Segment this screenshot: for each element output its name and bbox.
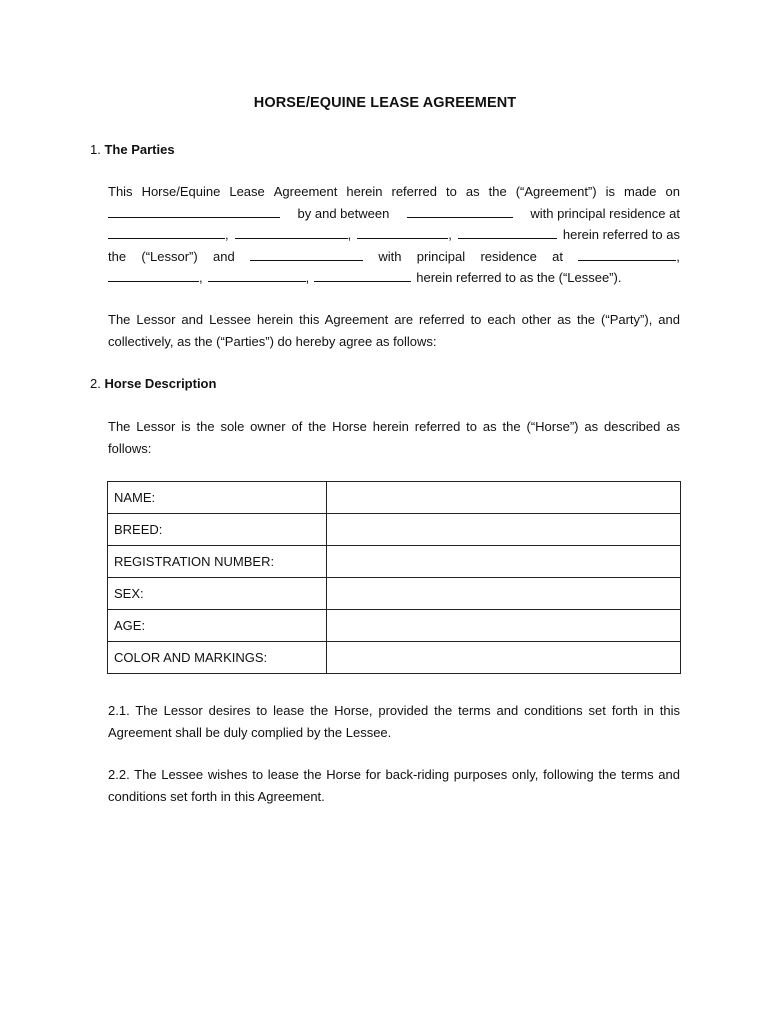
agreement-date-blank[interactable]	[108, 203, 280, 218]
lessor-address-blank-3[interactable]	[357, 224, 448, 239]
parties-line-1: This Horse/Equine Lease Agreement herein referred to as the (“Agreement”) is made on	[108, 184, 680, 199]
section-2-number: 2.	[90, 376, 101, 391]
clause-2-2: 2.2. The Lessee wishes to lease the Horse for back-riding purposes only, following the terms and conditions set forth in this Agreement.	[108, 767, 680, 804]
parties-line-2: by and between with principal residence at	[108, 203, 680, 225]
row-value-field[interactable]	[327, 610, 681, 642]
row-label: NAME:	[108, 482, 327, 514]
parties-definition-paragraph: The Lessor and Lessee herein this Agreement are referred to each other as the (“Party”), and collectively, as the (“Parties”) do hereby agree as follows:	[108, 312, 680, 349]
row-label: COLOR AND MARKINGS:	[108, 642, 327, 674]
lessee-address-blank-1[interactable]	[578, 246, 676, 261]
lessor-address-blank-4[interactable]	[458, 224, 557, 239]
table-row	[108, 514, 681, 546]
row-label: SEX:	[108, 578, 327, 610]
row-value-field[interactable]	[327, 514, 681, 546]
horse-description-table	[107, 481, 681, 674]
document-title: HORSE/EQUINE LEASE AGREEMENT	[253, 95, 517, 111]
table-row	[108, 578, 681, 610]
section-2-title: Horse Description	[104, 376, 217, 391]
row-value-field[interactable]	[327, 546, 681, 578]
lessor-address-blank-1[interactable]	[108, 224, 225, 239]
row-label: BREED:	[108, 514, 327, 546]
horse-description-intro: The Lessor is the sole owner of the Horse herein referred to as the (“Horse”) as described as follows:	[108, 419, 680, 456]
row-label: AGE:	[108, 610, 327, 642]
parties-line-4: the (“Lessor”) and with principal residence at ,	[108, 246, 680, 268]
section-1-title: The Parties	[104, 142, 175, 157]
row-value-field[interactable]	[327, 578, 681, 610]
row-value-field[interactable]	[327, 642, 681, 674]
lessee-name-blank[interactable]	[250, 246, 363, 261]
lessee-address-blank-2[interactable]	[108, 267, 199, 282]
table-row	[108, 610, 681, 642]
clause-2-1: 2.1. The Lessor desires to lease the Horse, provided the terms and conditions set forth in this Agreement shall be duly complied by the Lessee.	[108, 703, 680, 740]
lessee-address-blank-3[interactable]	[208, 267, 306, 282]
section-1-heading	[90, 142, 175, 157]
parties-paragraph	[108, 181, 680, 289]
parties-line-5: , , herein referred to as the (“Lessee”).	[108, 267, 680, 289]
table-row	[108, 482, 681, 514]
section-2-heading	[90, 376, 216, 391]
lessor-address-blank-2[interactable]	[235, 224, 348, 239]
section-1-number: 1.	[90, 142, 101, 157]
table-row	[108, 642, 681, 674]
table-row	[108, 546, 681, 578]
parties-line-3: , , , herein referred to as	[108, 224, 680, 246]
row-label: REGISTRATION NUMBER:	[108, 546, 327, 578]
lessor-name-blank[interactable]	[407, 203, 513, 218]
lessee-address-blank-4[interactable]	[314, 267, 411, 282]
row-value-field[interactable]	[327, 482, 681, 514]
